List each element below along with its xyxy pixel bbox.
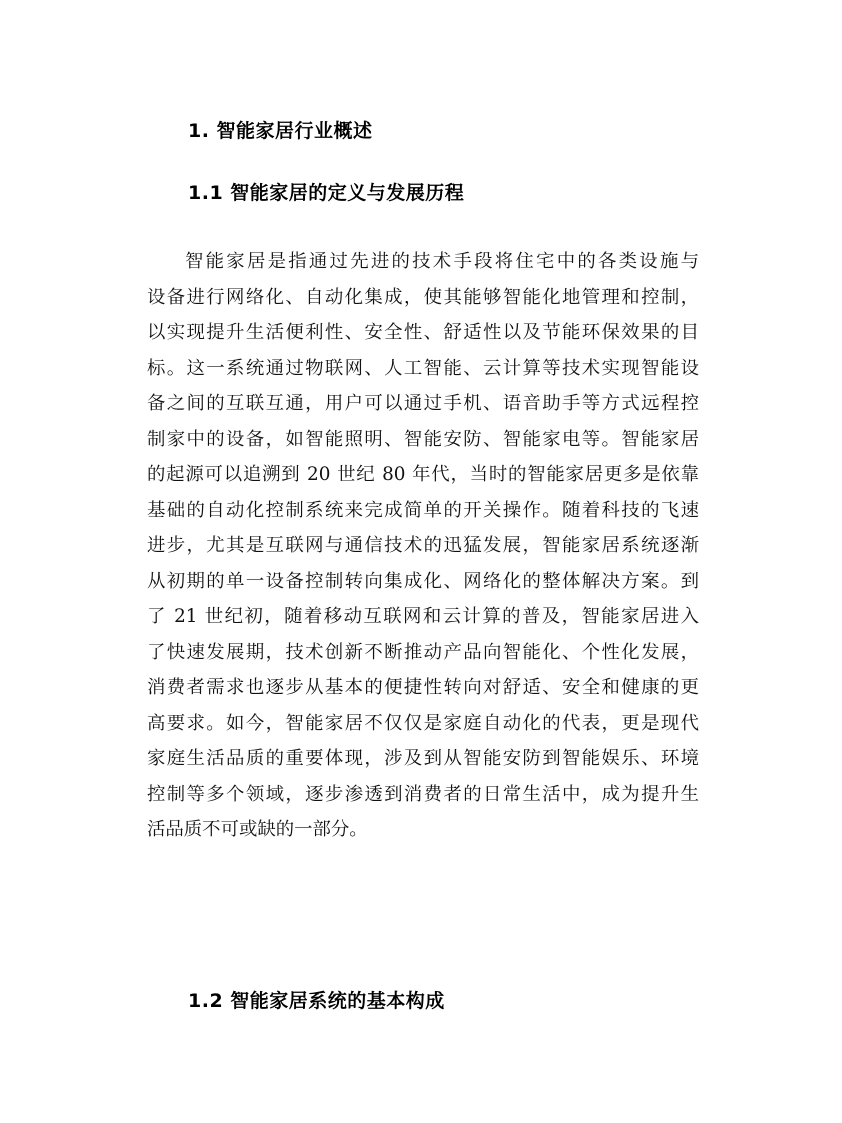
subsection-heading-1-2: 1.2 智能家居系统的基本构成 xyxy=(188,990,445,1012)
paragraph-line: 的起源可以追溯到 20 世纪 80 年代，当时的智能家居更多是依靠 xyxy=(147,464,699,485)
paragraph-line: 基础的自动化控制系统来完成简单的开关操作。随着科技的飞速 xyxy=(147,499,699,521)
paragraph-definition-history xyxy=(147,244,699,848)
paragraph-line: 备之间的互联互通，用户可以通过手机、语音助手等方式远程控 xyxy=(147,393,699,414)
paragraph-line: 家庭生活品质的重要体现，涉及到从智能安防到智能娱乐、环境 xyxy=(147,748,699,769)
paragraph-line: 高要求。如今，智能家居不仅仅是家庭自动化的代表，更是现代 xyxy=(147,712,699,734)
paragraph-line: 智能家居是指通过先进的技术手段将住宅中的各类设施与 xyxy=(185,251,699,272)
paragraph-line: 控制等多个领域，逐步渗透到消费者的日常生活中，成为提升生 xyxy=(147,783,699,805)
section-heading-1: 1. 智能家居行业概述 xyxy=(188,120,373,142)
paragraph-line: 设备进行网络化、自动化集成，使其能够智能化地管理和控制， xyxy=(147,286,699,308)
paragraph-line: 了快速发展期，技术创新不断推动产品向智能化、个性化发展， xyxy=(147,641,699,663)
subsection-heading-1-1: 1.1 智能家居的定义与发展历程 xyxy=(188,182,465,204)
paragraph-line: 制家中的设备，如智能照明、智能安防、智能家电等。智能家居 xyxy=(147,428,699,450)
paragraph-line: 从初期的单一设备控制转向集成化、网络化的整体解决方案。到 xyxy=(147,570,699,592)
paragraph-line: 标。这一系统通过物联网、人工智能、云计算等技术实现智能设 xyxy=(147,357,699,379)
paragraph-line: 了 21 世纪初，随着移动互联网和云计算的普及，智能家居进入 xyxy=(147,606,699,627)
paragraph-line: 进步，尤其是互联网与通信技术的迅猛发展，智能家居系统逐渐 xyxy=(147,535,699,556)
paragraph-line: 活品质不可或缺的一部分。 xyxy=(147,819,368,840)
paragraph-line: 以实现提升生活便利性、安全性、舒适性以及节能环保效果的目 xyxy=(147,322,699,343)
paragraph-line: 消费者需求也逐步从基本的便捷性转向对舒适、安全和健康的更 xyxy=(147,677,699,698)
